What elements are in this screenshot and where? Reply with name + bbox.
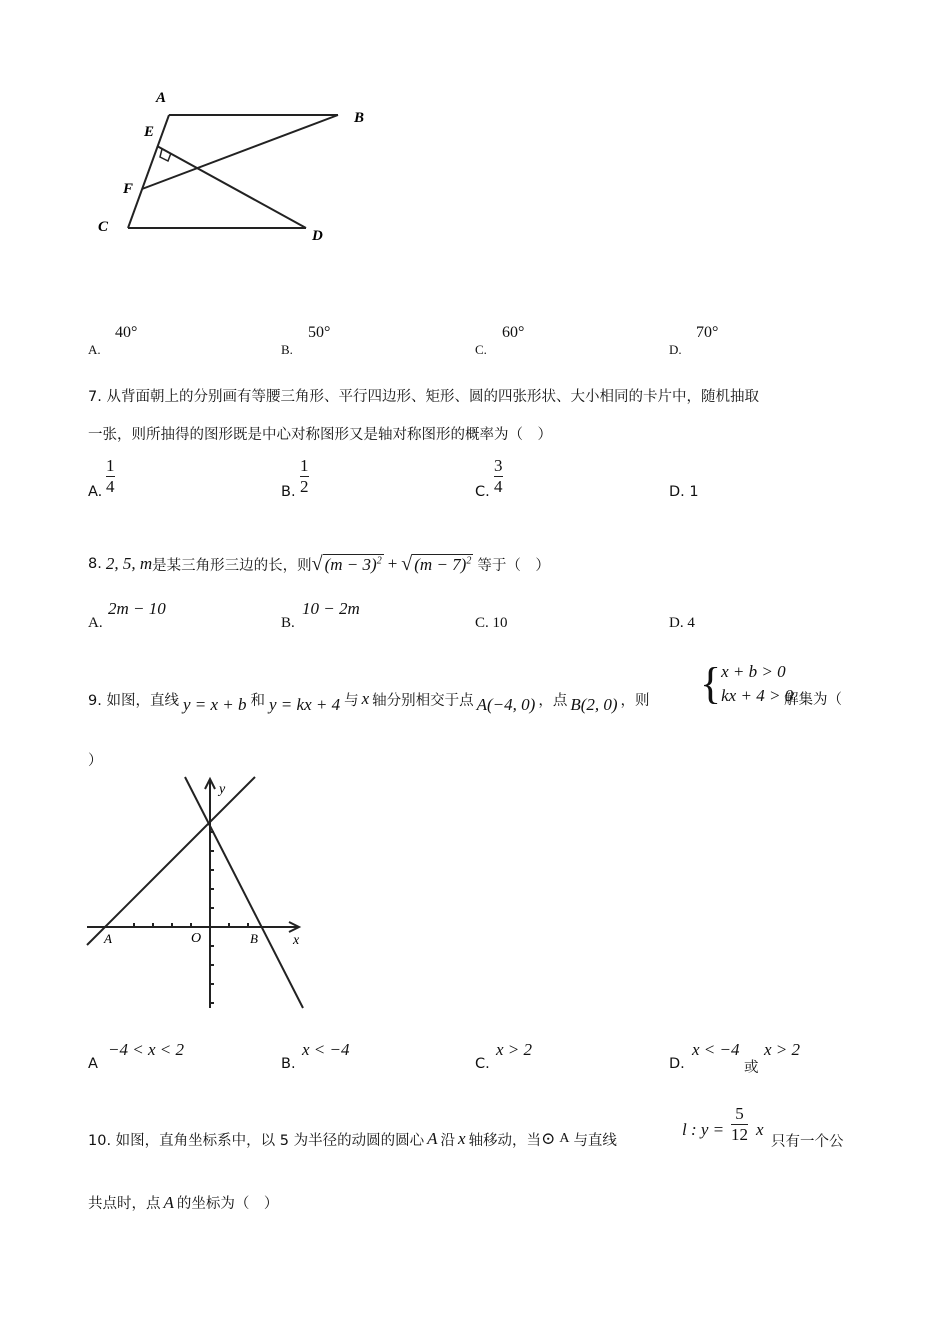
inequality-1: x + b > 0 (721, 662, 786, 681)
q9-text: 轴分别相交于点 (372, 692, 474, 709)
q9-text: 与 (344, 692, 359, 709)
q10-line2 (88, 1192, 278, 1213)
option-letter: C. (475, 1056, 490, 1072)
fraction: 3 4 (494, 456, 503, 496)
option-letter: D. (669, 1056, 685, 1072)
option-d: D. 4 (669, 615, 695, 631)
option-value: 40° (115, 324, 138, 341)
option-value: 2m − 10 (108, 599, 166, 618)
x-label: x (293, 933, 300, 948)
q9-text: ，点 (538, 692, 568, 709)
label-A: A (156, 90, 167, 106)
radicand: $(m - 3)^2$ (324, 554, 382, 574)
q10-text: 轴移动，当 (468, 1132, 542, 1149)
option-value: 60° (502, 324, 525, 341)
fraction: 5 12 (731, 1104, 748, 1144)
option-value: −4 < x < 2 (108, 1040, 184, 1059)
q8-vars: 2, 5, m (105, 554, 153, 573)
label-C: C (98, 219, 109, 235)
option-c: C. 10 (475, 615, 508, 631)
x-var: x (361, 689, 370, 708)
var-a: A (163, 1192, 174, 1212)
q7-line2: 一张，则所抽得的图形既是中心对称图形又是轴对称图形的概率为（ ） (88, 427, 552, 443)
q9-text: 9. 如图，直线 (88, 692, 179, 709)
coordinate-graph (85, 775, 315, 1015)
option-value: x > 2 (496, 1040, 533, 1059)
option-letter: D. (669, 342, 682, 357)
option-letter: C. (475, 342, 487, 357)
var-a: A (427, 1129, 438, 1148)
radicand: $(m - 7)^2$ (414, 554, 472, 574)
label-B: B (354, 110, 365, 126)
option-value: x < −4 (692, 1040, 740, 1059)
q10-text: 与直线 (573, 1132, 617, 1149)
q10-text: 的坐标为（ ） (176, 1196, 279, 1212)
var-a: A (559, 1131, 570, 1146)
or-text: 或 (744, 1060, 759, 1076)
line-l-prefix: l : y = (682, 1120, 725, 1139)
origin-label: O (191, 931, 202, 946)
inequality-system (700, 660, 793, 708)
q9-close: ） (88, 753, 103, 769)
q9-text: ，则 (620, 692, 650, 709)
q10-text: 共点时，点 (88, 1196, 161, 1212)
option-value: x < −4 (302, 1040, 350, 1059)
q8-tail: 等于（ ） (477, 557, 550, 574)
q9-stem (88, 684, 650, 714)
plus-sign: + (387, 554, 398, 573)
y-label: y (219, 782, 226, 797)
equation-1: y = x + b (182, 695, 247, 714)
option-letter: B. (281, 615, 295, 631)
parallel-lines-figure (90, 80, 390, 250)
option-value: 70° (696, 324, 719, 341)
segment-BF (142, 115, 338, 189)
line-y-x-b (87, 777, 255, 945)
option-value: x > 2 (764, 1040, 801, 1059)
q10-tail: 只有一个公 (771, 1134, 844, 1150)
option-letter: A (88, 1056, 98, 1072)
sqrt-icon: √ (401, 552, 413, 575)
q8-number: 8. (88, 556, 102, 572)
var-x: x (756, 1120, 764, 1139)
q10-text: 沿 (440, 1132, 456, 1149)
q8-text: 是某三角形三边的长，则 (152, 557, 312, 574)
option-value: 50° (308, 324, 331, 341)
segment-ED (157, 146, 306, 228)
fraction: 1 2 (300, 456, 309, 496)
line-y-kx-4 (185, 777, 303, 1008)
option-letter: A. (88, 342, 101, 357)
label-E: E (144, 124, 155, 140)
option-letter: A. (88, 615, 103, 631)
q10-text: 10. 如图，直角坐标系中，以 5 为半径的动圆的圆心 (88, 1132, 425, 1149)
fraction: 1 4 (106, 456, 115, 496)
option-letter: B. (281, 1056, 296, 1072)
option-letter: A. (88, 484, 103, 500)
circle-dot-icon: ⊙ (541, 1129, 556, 1148)
option-value: 10 − 2m (302, 599, 360, 618)
option-letter: B. (281, 342, 293, 357)
equation-2: y = kx + 4 (269, 695, 341, 714)
sqrt-icon: √ (311, 552, 323, 575)
point-b-label: B (250, 931, 258, 946)
brace-icon: { (700, 659, 722, 708)
option-letter: B. (281, 484, 296, 500)
point-b: B(2, 0) (570, 695, 618, 714)
inequality-2: kx + 4 > 0 (721, 686, 794, 705)
point-a: A(−4, 0) (476, 695, 536, 714)
q9-text: 和 (250, 692, 265, 709)
q7-line1: 7. 从背面朝上的分别画有等腰三角形、平行四边形、矩形、圆的四张形状、大小相同的卡片中，随机抽取 (88, 389, 759, 405)
label-D: D (312, 228, 323, 244)
option-letter: C. (475, 484, 490, 500)
q10-stem (88, 1126, 617, 1152)
var-x: x (458, 1129, 466, 1148)
option-d: D. 1 (669, 484, 699, 500)
point-a-label: A (104, 931, 112, 946)
q8-stem (88, 546, 550, 582)
label-F: F (123, 181, 134, 197)
q9-tail: 解集为（ (784, 692, 842, 708)
